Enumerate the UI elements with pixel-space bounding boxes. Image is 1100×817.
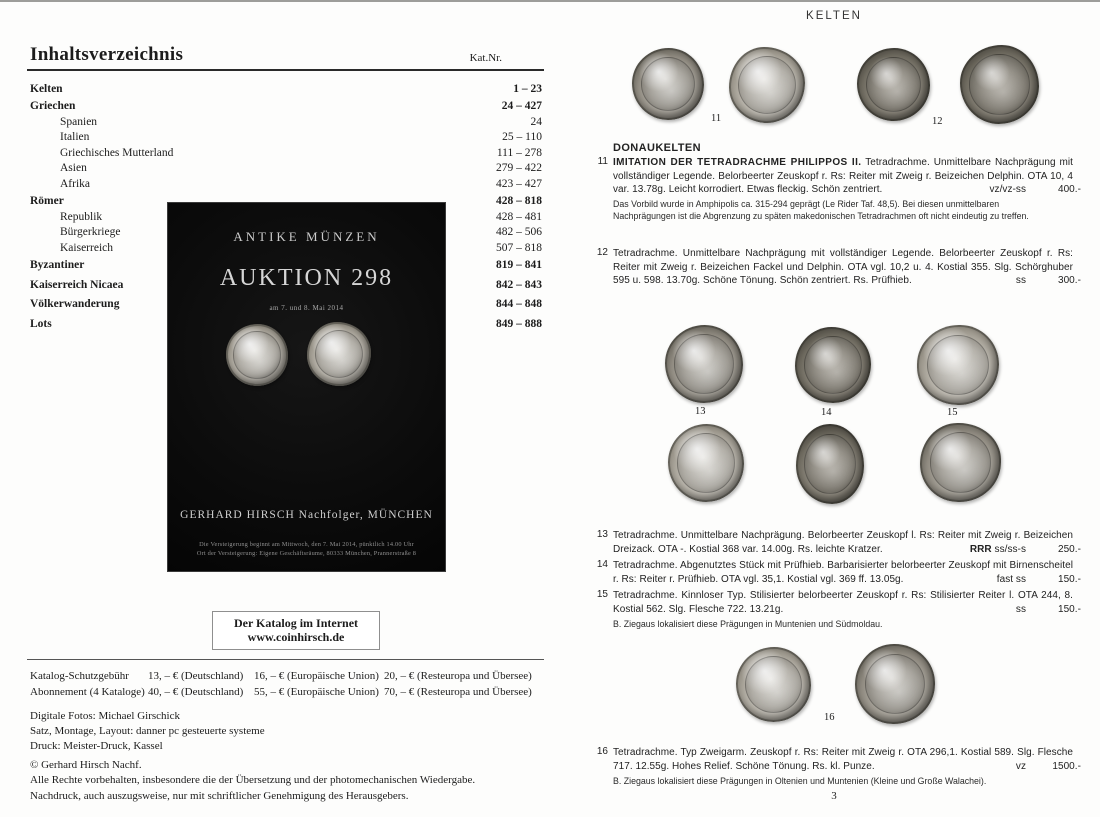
toc-entry: Asien 279 – 422 — [60, 162, 542, 175]
lot-price: 150.- — [1054, 573, 1081, 587]
coin-photo-lot12-reverse — [960, 45, 1039, 124]
lot-number: 11 — [597, 156, 608, 167]
website-url: www.coinhirsch.de — [247, 630, 345, 644]
lot-description: IMITATION DER TETRADRACHME PHILIPPOS II. Tetradrachme. Unmittelbare Nachprägung mit vollständiger Legende. Belorbeerter Zeuskopf r. Rs: Reiter mit Zweig r. Beizeichen Delphin. OTA 10, 4 var. 13.78g. Leicht korrodiert. Etwas fleckig. Schön zentriert. vz/vz-ss 400.- — [613, 157, 1081, 195]
coin-photo-lot13-reverse — [668, 424, 744, 502]
coin-photo-lot15-reverse — [920, 423, 1001, 502]
plate-number: 11 — [711, 113, 722, 124]
lot-condition: vz/vz-ss — [985, 183, 1026, 197]
lot-price: 300.- — [1054, 274, 1081, 288]
copyright-line: Nachdruck, auch auszugsweise, nur mit schriftlicher Genehmigung des Herausgebers. — [30, 789, 409, 802]
fee-row: Abonnement (4 Kataloge) 40, – € (Deutschland) 55, – € (Europäische Union) 70, – € (Resteuropa und Übersee) — [30, 686, 532, 698]
toc-entry: Kaiserreich Nicaea 842 – 843 — [30, 278, 542, 291]
toc-entry: Republik 428 – 481 — [60, 210, 542, 223]
coin-photo-lot14-reverse — [796, 424, 864, 504]
cover-publisher: GERHARD HIRSCH Nachfolger, MÜNCHEN — [180, 509, 433, 521]
cover-series-title: ANTIKE MÜNZEN — [233, 229, 380, 244]
plate-number: 15 — [947, 407, 958, 418]
coin-photo-lot13-obverse — [665, 325, 743, 403]
lot-description: Tetradrachme. Kinnloser Typ. Stilisierter belorbeerter Zeuskopf r. Rs: Stilisierter Reiter l. OTA 244, 8. Kostial 562. Slg. Flesche 722. 13.21g. ss 150.- — [613, 590, 1081, 615]
lot-price: 1500.- — [1048, 760, 1081, 774]
lot-number: 12 — [596, 247, 608, 258]
toc-entry: Afrika 423 – 427 — [60, 178, 542, 191]
toc-entry: Bürgerkriege 482 – 506 — [60, 226, 542, 239]
copyright-block — [30, 758, 475, 804]
lot-condition: fast ss — [993, 573, 1026, 587]
plate-number: 13 — [695, 406, 706, 417]
lot-price: 250.- — [1054, 543, 1081, 557]
footer-rule — [27, 659, 544, 660]
catalog-cover-image — [168, 203, 445, 571]
internet-box-label: Der Katalog im Internet — [233, 616, 359, 630]
credit-line: Druck: Meister-Druck, Kassel — [30, 740, 163, 752]
plate-number: 16 — [824, 712, 835, 723]
credit-line: Digitale Fotos: Michael Girschick — [30, 710, 180, 722]
coin-photo-lot11-obverse — [632, 48, 704, 120]
lot-note: Das Vorbild wurde in Amphipolis ca. 315-294 geprägt (Le Rider Taf. 48,5). Bei diesen unmittelbaren Nachprägungen ist die Abgrenzung zu späten makedonischen Tetradrachmen oft nicht eindeutig zu treffen. — [613, 199, 1029, 222]
fees-table — [30, 668, 542, 700]
toc-entry: Griechen 24 – 427 — [30, 100, 542, 113]
credit-line: Satz, Montage, Layout: danner pc gesteuerte systeme — [30, 725, 265, 737]
fee-row: Katalog-Schutzgebühr 13, – € (Deutschland) 16, – € (Europäische Union) 20, – € (Resteuropa und Übersee) — [30, 670, 532, 682]
toc-entry: Völkerwanderung 844 – 848 — [30, 298, 542, 311]
toc-entry: Spanien 24 — [60, 115, 542, 128]
lot-entry-16 — [595, 746, 1081, 787]
title-rule — [27, 69, 544, 71]
toc-entry: Griechisches Mutterland 111 – 278 — [60, 146, 542, 159]
lot-note: B. Ziegaus lokalisiert diese Prägungen in Oltenien und Muntenien (Kleine und Große Walachei). — [613, 775, 987, 786]
lot-description: Tetradrachme. Unmittelbare Nachprägung mit vollständiger Legende. Belorbeerter Zeuskopf r. Rs: Reiter mit Zweig r. Beizeichen Fackel und Delphin. OTA vgl. 10,2 u. 4. Kostial 355. Slg. Schörghuber 595 u. 598. 13.70g. Schöne Tönung. Schön zentriert. Rs. Prüfhieb. ss 300.- — [613, 248, 1081, 286]
cover-note-line1: Die Versteigerung beginnt am Mittwoch, den 7. Mai 2014, pünktlich 14.00 Uhr — [199, 541, 414, 548]
cover-coin-obverse-photo — [226, 324, 288, 386]
page-header: KELTEN — [806, 10, 862, 22]
lot-entry-12 — [595, 247, 1081, 288]
copyright-line: © Gerhard Hirsch Nachf. — [30, 759, 142, 771]
lot-description: Tetradrachme. Abgenutztes Stück mit Prüfhieb. Barbarisierter belorbeerter Zeuskopf mit Birnenscheitel r. Rs: Reiter r. Prüfhieb. OTA vgl. 35,1. Kostial vgl. 369 ff. 13.05g. fast ss 150.- — [613, 560, 1081, 585]
section-heading: DONAUKELTEN — [613, 142, 701, 154]
coin-photo-lot16-reverse — [855, 644, 935, 724]
lot-condition: RRR ss/ss-s — [966, 543, 1026, 557]
internet-info-box — [212, 611, 380, 650]
page-title: Inhaltsverzeichnis — [30, 44, 184, 65]
plate-number: 14 — [821, 407, 832, 418]
toc-entry: Kelten 1 – 23 — [30, 83, 542, 95]
toc-entry: Byzantiner 819 – 841 — [30, 259, 542, 272]
lot-number: 16 — [596, 746, 608, 757]
right-page — [595, 0, 1085, 817]
toc-entry: Römer 428 – 818 — [30, 195, 542, 208]
coin-photo-lot14-obverse — [795, 327, 871, 403]
cover-coin-reverse-photo — [307, 322, 371, 386]
lot-number: 13 — [596, 529, 608, 540]
coin-photo-lot15-obverse — [917, 325, 999, 405]
lot-note: B. Ziegaus lokalisiert diese Prägungen in Muntenien und Südmoldau. — [613, 618, 883, 629]
lot-price: 150.- — [1054, 603, 1081, 617]
plate-number: 12 — [932, 116, 943, 127]
cover-auction-title: AUKTION 298 — [219, 265, 394, 291]
lot-description: Tetradrachme. Typ Zweigarm. Zeuskopf r. Rs: Reiter mit Zweig r. OTA 296,1. Kostial 589. Slg. Flesche 717. 12.55g. Hohes Relief. Schöne Tönung. Rs. kl. Punze. vz 1500.- — [613, 747, 1081, 772]
toc-entry: Lots 849 – 888 — [30, 317, 542, 330]
lot-description: Tetradrachme. Unmittelbare Nachprägung. Belorbeerter Zeuskopf l. Rs: Reiter mit Zweig r. Beizeichen Dreizack. OTA -. Kostial 368 var. 14.00g. Rs. leichte Kratzer. RRR ss/ss-s 250.- — [613, 530, 1081, 555]
lot-condition: ss — [1012, 274, 1026, 288]
cover-auction-date: am 7. und 8. Mai 2014 — [269, 304, 344, 312]
lot-number: 15 — [596, 589, 608, 600]
toc-column-header: Kat.Nr. — [469, 52, 502, 64]
coin-photo-lot12-obverse — [857, 48, 930, 121]
lot-number: 14 — [596, 559, 608, 570]
lot-price: 400.- — [1054, 183, 1081, 197]
lot-entry-15 — [595, 589, 1081, 630]
lot-entry-11 — [595, 156, 1081, 222]
coin-photo-lot16-obverse — [736, 647, 811, 722]
lot-condition: ss — [1012, 603, 1026, 617]
toc-entry: Kaiserreich 507 – 818 — [60, 241, 542, 254]
cover-note-line2: Ort der Versteigerung: Eigene Geschäftsräume, 80333 München, Prannerstraße 8 — [196, 549, 417, 557]
lot-entry-13 — [595, 529, 1081, 556]
cover-auction-notes — [168, 541, 445, 558]
lot-title: IMITATION DER TETRADRACHME PHILIPPOS II. — [613, 157, 862, 168]
toc-entry: Italien 25 – 110 — [60, 131, 542, 144]
page-number: 3 — [831, 790, 837, 802]
coin-photo-lot11-reverse — [729, 47, 805, 123]
lot-entry-14 — [595, 559, 1081, 586]
copyright-line: Alle Rechte vorbehalten, insbesondere die der Übersetzung und der photomechanischen Wiedergabe. — [30, 774, 476, 787]
credits-block — [30, 709, 265, 754]
lot-condition: vz — [1012, 760, 1026, 774]
